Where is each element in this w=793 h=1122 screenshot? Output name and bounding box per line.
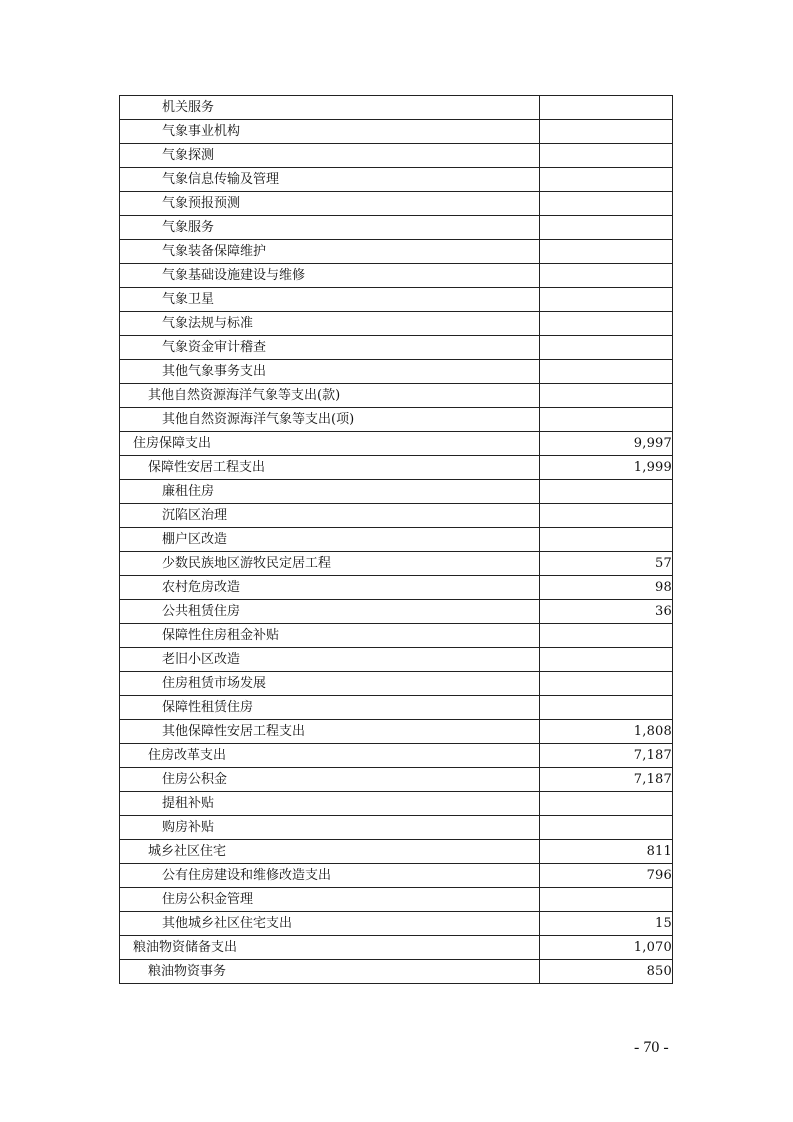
row-name: 购房补贴: [120, 816, 540, 840]
row-name: 老旧小区改造: [120, 648, 540, 672]
row-name: 气象卫星: [120, 288, 540, 312]
table-row: [120, 480, 673, 504]
row-value: [540, 360, 673, 384]
table-row: [120, 768, 673, 792]
row-value: 15: [540, 912, 673, 936]
row-value: [540, 96, 673, 120]
row-value: 57: [540, 552, 673, 576]
row-value: 7,187: [540, 744, 673, 768]
row-value: [540, 504, 673, 528]
table-row: [120, 456, 673, 480]
row-value: [540, 888, 673, 912]
page-number: - 70 -: [634, 1039, 669, 1056]
table-row: [120, 672, 673, 696]
table-row: [120, 744, 673, 768]
row-name: 其他保障性安居工程支出: [120, 720, 540, 744]
row-value: 36: [540, 600, 673, 624]
row-name: 其他自然资源海洋气象等支出(项): [120, 408, 540, 432]
row-value: 1,808: [540, 720, 673, 744]
table-row: [120, 624, 673, 648]
row-name: 气象服务: [120, 216, 540, 240]
table-row: [120, 696, 673, 720]
table-row: [120, 384, 673, 408]
row-value: [540, 624, 673, 648]
row-value: [540, 528, 673, 552]
row-name: 粮油物资事务: [120, 960, 540, 984]
row-name: 保障性安居工程支出: [120, 456, 540, 480]
table-row: [120, 528, 673, 552]
row-value: [540, 240, 673, 264]
row-name: 气象事业机构: [120, 120, 540, 144]
row-name: 机关服务: [120, 96, 540, 120]
row-name: 沉陷区治理: [120, 504, 540, 528]
expenditure-table-body: [120, 96, 673, 984]
row-name: 气象信息传输及管理: [120, 168, 540, 192]
table-row: [120, 144, 673, 168]
row-value: 1,999: [540, 456, 673, 480]
row-value: [540, 384, 673, 408]
row-value: 1,070: [540, 936, 673, 960]
row-value: [540, 648, 673, 672]
row-value: 796: [540, 864, 673, 888]
table-row: [120, 240, 673, 264]
row-name: 住房租赁市场发展: [120, 672, 540, 696]
row-value: 9,997: [540, 432, 673, 456]
row-value: [540, 288, 673, 312]
table-row: [120, 648, 673, 672]
row-name: 气象预报预测: [120, 192, 540, 216]
row-name: 城乡社区住宅: [120, 840, 540, 864]
row-value: [540, 408, 673, 432]
row-name: 住房保障支出: [120, 432, 540, 456]
table-row: [120, 912, 673, 936]
row-value: [540, 192, 673, 216]
row-name: 气象装备保障维护: [120, 240, 540, 264]
table-row: [120, 888, 673, 912]
table-row: [120, 168, 673, 192]
row-name: 粮油物资储备支出: [120, 936, 540, 960]
table-row: [120, 864, 673, 888]
expenditure-table: [119, 95, 673, 984]
row-value: [540, 216, 673, 240]
row-value: 7,187: [540, 768, 673, 792]
row-value: [540, 144, 673, 168]
row-value: [540, 120, 673, 144]
table-row: [120, 960, 673, 984]
row-name: 其他气象事务支出: [120, 360, 540, 384]
table-row: [120, 816, 673, 840]
row-name: 其他自然资源海洋气象等支出(款): [120, 384, 540, 408]
row-name: 气象探测: [120, 144, 540, 168]
row-name: 保障性住房租金补贴: [120, 624, 540, 648]
table-row: [120, 312, 673, 336]
table-row: [120, 192, 673, 216]
row-name: 气象基础设施建设与维修: [120, 264, 540, 288]
row-name: 住房公积金管理: [120, 888, 540, 912]
row-name: 公共租赁住房: [120, 600, 540, 624]
row-name: 棚户区改造: [120, 528, 540, 552]
table-row: [120, 264, 673, 288]
table-row: [120, 792, 673, 816]
row-name: 气象资金审计稽查: [120, 336, 540, 360]
table-row: [120, 120, 673, 144]
row-value: [540, 264, 673, 288]
row-value: [540, 696, 673, 720]
row-name: 公有住房建设和维修改造支出: [120, 864, 540, 888]
table-row: [120, 840, 673, 864]
table-row: [120, 288, 673, 312]
row-name: 住房改革支出: [120, 744, 540, 768]
row-name: 其他城乡社区住宅支出: [120, 912, 540, 936]
table-row: [120, 432, 673, 456]
row-value: [540, 336, 673, 360]
row-value: 98: [540, 576, 673, 600]
row-name: 少数民族地区游牧民定居工程: [120, 552, 540, 576]
row-name: 保障性租赁住房: [120, 696, 540, 720]
row-value: [540, 168, 673, 192]
row-name: 廉租住房: [120, 480, 540, 504]
table-row: [120, 96, 673, 120]
row-name: 气象法规与标准: [120, 312, 540, 336]
table-row: [120, 576, 673, 600]
row-value: [540, 792, 673, 816]
table-row: [120, 216, 673, 240]
table-row: [120, 360, 673, 384]
table-row: [120, 936, 673, 960]
row-value: [540, 312, 673, 336]
row-name: 住房公积金: [120, 768, 540, 792]
row-value: [540, 672, 673, 696]
row-name: 农村危房改造: [120, 576, 540, 600]
row-name: 提租补贴: [120, 792, 540, 816]
table-row: [120, 408, 673, 432]
table-row: [120, 504, 673, 528]
table-row: [120, 600, 673, 624]
table-row: [120, 336, 673, 360]
row-value: [540, 480, 673, 504]
row-value: 811: [540, 840, 673, 864]
row-value: [540, 816, 673, 840]
table-row: [120, 552, 673, 576]
row-value: 850: [540, 960, 673, 984]
table-row: [120, 720, 673, 744]
